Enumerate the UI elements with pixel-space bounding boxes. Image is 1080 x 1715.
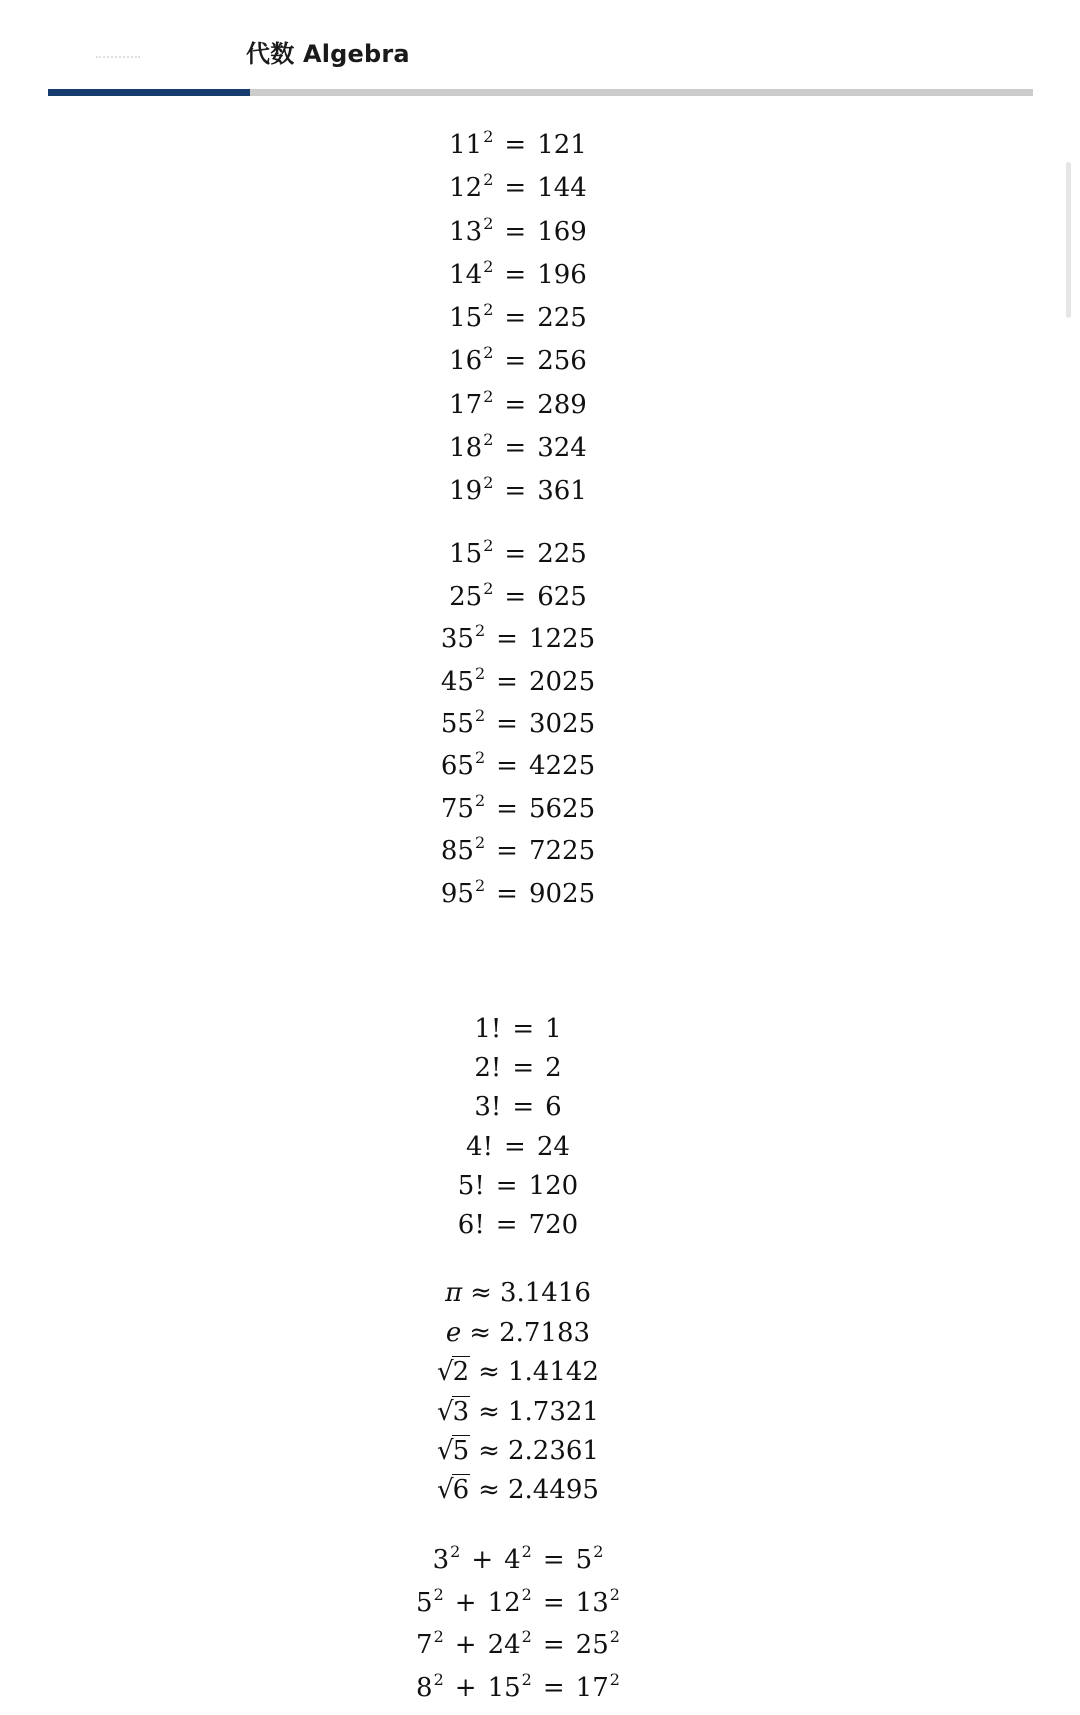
square-power <box>449 256 494 290</box>
equals-sign: = <box>542 1672 565 1703</box>
triple-c-exponent: 2 <box>593 1542 604 1562</box>
radicand: 5 <box>452 1436 470 1467</box>
fives-square-power <box>440 748 486 782</box>
squares-list <box>0 127 1036 509</box>
formula-content <box>0 127 1036 1715</box>
fives-square-power <box>440 663 486 697</box>
square-base: 13 <box>449 216 483 247</box>
square-power <box>449 170 494 204</box>
equals-sign: = <box>504 130 527 160</box>
square-exponent: 2 <box>483 213 494 233</box>
equals-sign: = <box>495 1210 518 1241</box>
triple-b-power <box>504 1542 532 1576</box>
square-power <box>449 386 494 420</box>
square-equation <box>0 256 1036 293</box>
factorial-equation <box>0 1171 1036 1201</box>
constant-value: 1.4142 <box>507 1357 599 1388</box>
constant-symbol: e <box>445 1317 462 1348</box>
factorial-term: 4! <box>466 1131 494 1162</box>
constant-approximation <box>0 1475 1036 1505</box>
square-root <box>437 1436 470 1466</box>
factorial-result: 720 <box>528 1210 579 1241</box>
square-exponent: 2 <box>483 170 494 190</box>
square-power <box>449 127 494 160</box>
page-title: 代数 Algebra <box>246 40 410 68</box>
fives-square-exponent: 2 <box>474 621 486 641</box>
equals-sign: = <box>512 1013 535 1044</box>
radicand: 2 <box>452 1357 470 1388</box>
radical-sign: √ <box>437 1396 454 1427</box>
plus-sign: + <box>454 1587 477 1618</box>
constant-value: 2.7183 <box>499 1317 591 1348</box>
triple-b-exponent: 2 <box>521 1669 532 1689</box>
faint-header-mark <box>96 56 140 62</box>
fives-square-exponent: 2 <box>474 790 486 810</box>
factorial-equation <box>0 1132 1036 1162</box>
fives-square-result: 3025 <box>528 708 596 739</box>
fives-square-exponent: 2 <box>483 578 494 598</box>
fives-square-result: 1225 <box>528 624 596 655</box>
equals-sign: = <box>512 1052 535 1083</box>
plus-sign: + <box>471 1545 494 1576</box>
fives-square-base: 65 <box>440 751 474 782</box>
constant-approximation <box>0 1357 1036 1387</box>
triple-c-power <box>575 1584 620 1618</box>
constant-approximation <box>0 1397 1036 1427</box>
square-exponent: 2 <box>483 473 494 493</box>
fives-square-power <box>449 536 494 570</box>
fives-square-exponent: 2 <box>474 748 486 768</box>
square-result: 169 <box>537 216 587 247</box>
factorial-equation <box>0 1092 1036 1122</box>
equals-sign: = <box>504 1131 526 1162</box>
fives-square-base: 25 <box>449 581 483 612</box>
triple-b-exponent: 2 <box>521 1542 532 1562</box>
triple-a-exponent: 2 <box>433 1669 444 1689</box>
equals-sign: = <box>496 836 518 867</box>
triple-c-exponent: 2 <box>609 1669 620 1689</box>
equals-sign: = <box>496 751 518 782</box>
square-result: 196 <box>537 259 587 290</box>
triple-c-power <box>575 1669 620 1703</box>
triple-a-exponent: 2 <box>433 1627 444 1647</box>
factorial-term: 5! <box>457 1171 485 1202</box>
square-result: 121 <box>537 130 587 160</box>
factorial-term: 6! <box>457 1210 485 1241</box>
fives-square-exponent: 2 <box>474 875 486 895</box>
equals-sign: = <box>504 173 527 204</box>
fives-square-exponent: 2 <box>474 833 486 853</box>
approx-sign: ≈ <box>478 1436 500 1467</box>
triple-b-base: 12 <box>487 1587 521 1618</box>
equals-sign: = <box>542 1587 565 1618</box>
square-equation <box>0 473 1036 509</box>
radical-sign: √ <box>437 1475 454 1506</box>
square-exponent: 2 <box>483 430 494 450</box>
triple-c-exponent: 2 <box>609 1627 620 1647</box>
approx-sign: ≈ <box>478 1357 500 1388</box>
triple-a-base: 8 <box>416 1672 433 1703</box>
triple-c-power <box>575 1627 620 1661</box>
approx-sign: ≈ <box>478 1396 500 1427</box>
equals-sign: = <box>542 1630 565 1661</box>
fives-square-result: 9025 <box>528 878 596 909</box>
fives-square-equation <box>0 705 1036 742</box>
fives-square-result: 225 <box>537 539 587 570</box>
fives-square-result: 5625 <box>528 793 596 824</box>
fives-square-result: 625 <box>537 581 587 612</box>
pythagorean-triples-list <box>0 1542 1036 1705</box>
square-base: 11 <box>449 130 483 160</box>
triple-a-power <box>432 1542 461 1576</box>
equals-sign: = <box>496 878 518 909</box>
square-base: 17 <box>449 389 483 420</box>
equals-sign: = <box>495 1171 518 1202</box>
square-power <box>449 343 494 377</box>
fives-square-equation <box>0 875 1036 912</box>
fives-square-base: 75 <box>440 793 474 824</box>
approx-sign: ≈ <box>470 1278 492 1309</box>
fives-square-power <box>449 578 494 612</box>
equals-sign: = <box>542 1545 565 1576</box>
equals-sign: = <box>496 666 518 697</box>
factorial-result: 120 <box>528 1171 579 1202</box>
fives-squares-list <box>0 536 1036 911</box>
square-equation <box>0 386 1036 423</box>
fives-square-power <box>440 790 486 824</box>
constant-value: 2.4495 <box>507 1475 599 1506</box>
approx-sign: ≈ <box>478 1475 500 1506</box>
triple-a-base: 3 <box>432 1545 450 1576</box>
fives-square-equation <box>0 748 1036 784</box>
triple-c-exponent: 2 <box>609 1584 620 1604</box>
factorial-result: 2 <box>545 1052 562 1083</box>
plus-sign: + <box>454 1630 477 1661</box>
constant-symbol: π <box>445 1278 463 1309</box>
fives-square-equation <box>0 833 1036 869</box>
square-exponent: 2 <box>483 343 494 363</box>
radicand: 6 <box>452 1475 470 1506</box>
approx-sign: ≈ <box>469 1317 492 1348</box>
fives-square-base: 15 <box>449 539 483 570</box>
triple-a-exponent: 2 <box>433 1584 444 1604</box>
header-rule-accent <box>48 89 250 96</box>
triple-b-base: 15 <box>487 1672 521 1703</box>
square-power <box>449 300 494 334</box>
equals-sign: = <box>504 581 527 612</box>
factorial-term: 1! <box>474 1013 502 1044</box>
square-root <box>437 1397 470 1427</box>
square-power <box>449 430 494 464</box>
fives-square-exponent: 2 <box>474 663 486 683</box>
square-equation <box>0 343 1036 379</box>
triple-b-power <box>487 1584 532 1618</box>
equals-sign: = <box>496 708 518 739</box>
triple-a-power <box>416 1627 444 1661</box>
fives-square-equation <box>0 536 1036 572</box>
equals-sign: = <box>504 389 527 420</box>
fives-square-equation <box>0 663 1036 700</box>
radicand: 3 <box>452 1396 470 1427</box>
equals-sign: = <box>504 259 527 290</box>
fives-square-power <box>440 621 486 655</box>
triple-b-base: 24 <box>487 1630 521 1661</box>
factorial-equation <box>0 1210 1036 1240</box>
triple-a-base: 7 <box>416 1630 433 1661</box>
factorial-term: 2! <box>474 1052 502 1083</box>
constant-value: 1.7321 <box>507 1396 599 1427</box>
radical-sign: √ <box>437 1357 454 1388</box>
factorials-list <box>0 1014 1036 1241</box>
triple-c-base: 13 <box>575 1587 609 1618</box>
triple-a-exponent: 2 <box>450 1542 461 1562</box>
factorial-result: 24 <box>536 1131 570 1162</box>
fives-square-exponent: 2 <box>483 536 494 556</box>
square-exponent: 2 <box>483 300 494 320</box>
equals-sign: = <box>504 216 527 247</box>
square-root <box>437 1475 470 1505</box>
triple-b-base: 4 <box>504 1545 521 1576</box>
pythagorean-equation <box>0 1542 1036 1578</box>
fives-square-power <box>440 875 486 909</box>
equals-sign: = <box>496 793 518 824</box>
triple-a-power <box>416 1669 444 1703</box>
triple-c-base: 17 <box>575 1672 609 1703</box>
equals-sign: = <box>512 1092 535 1123</box>
factorial-result: 1 <box>545 1013 562 1044</box>
fives-square-equation <box>0 578 1036 615</box>
square-result: 324 <box>537 433 587 464</box>
equals-sign: = <box>504 539 527 570</box>
square-base: 15 <box>449 303 483 334</box>
square-equation <box>0 300 1036 336</box>
square-base: 18 <box>449 433 483 464</box>
square-equation <box>0 430 1036 466</box>
square-base: 19 <box>449 476 483 507</box>
fives-square-exponent: 2 <box>474 705 486 725</box>
square-result: 289 <box>537 389 587 420</box>
constant-value: 3.1416 <box>499 1278 591 1309</box>
pythagorean-equation <box>0 1584 1036 1621</box>
equals-sign: = <box>504 476 527 507</box>
constants-list <box>0 1278 1036 1505</box>
triple-c-power <box>575 1542 604 1576</box>
square-equation <box>0 213 1036 250</box>
plus-sign: + <box>454 1672 477 1703</box>
square-result: 361 <box>537 476 587 507</box>
fives-square-result: 2025 <box>528 666 596 697</box>
fives-square-equation <box>0 621 1036 657</box>
square-equation <box>0 127 1036 163</box>
triple-b-power <box>487 1627 532 1661</box>
fives-square-result: 7225 <box>528 836 596 867</box>
constant-approximation <box>0 1436 1036 1466</box>
factorial-term: 3! <box>474 1092 502 1123</box>
fives-square-equation <box>0 790 1036 827</box>
square-result: 225 <box>537 303 587 334</box>
square-base: 12 <box>449 173 483 204</box>
fives-square-base: 55 <box>440 708 474 739</box>
constant-approximation <box>0 1318 1036 1348</box>
fives-square-power <box>440 705 486 739</box>
equals-sign: = <box>496 624 518 655</box>
square-root <box>437 1357 470 1387</box>
factorial-equation <box>0 1053 1036 1083</box>
factorial-equation <box>0 1014 1036 1044</box>
fives-square-power <box>440 833 486 867</box>
radical-sign: √ <box>437 1436 454 1467</box>
square-exponent: 2 <box>483 256 494 276</box>
square-result: 256 <box>537 346 587 377</box>
square-equation <box>0 170 1036 206</box>
equals-sign: = <box>504 433 527 464</box>
triple-a-base: 5 <box>416 1587 433 1618</box>
square-exponent: 2 <box>483 127 494 146</box>
triple-b-power <box>487 1669 532 1703</box>
triple-b-exponent: 2 <box>521 1627 532 1647</box>
square-base: 14 <box>449 259 483 290</box>
fives-square-base: 85 <box>440 836 474 867</box>
pythagorean-equation <box>0 1627 1036 1663</box>
square-power <box>449 473 494 507</box>
scrollbar-thumb[interactable] <box>1066 162 1071 318</box>
triple-c-base: 25 <box>575 1630 609 1661</box>
constant-approximation <box>0 1278 1036 1308</box>
constant-value: 2.2361 <box>507 1436 599 1467</box>
equals-sign: = <box>504 303 527 334</box>
equals-sign: = <box>504 346 527 377</box>
square-base: 16 <box>449 346 483 377</box>
triple-a-power <box>416 1584 444 1618</box>
square-result: 144 <box>537 173 587 204</box>
factorial-result: 6 <box>545 1092 562 1123</box>
fives-square-base: 45 <box>440 666 474 697</box>
square-power <box>449 213 494 247</box>
triple-b-exponent: 2 <box>521 1584 532 1604</box>
pythagorean-equation <box>0 1669 1036 1706</box>
fives-square-base: 35 <box>440 624 474 655</box>
triple-c-base: 5 <box>575 1545 593 1576</box>
fives-square-base: 95 <box>440 878 474 909</box>
fives-square-result: 4225 <box>528 751 596 782</box>
square-exponent: 2 <box>483 386 494 406</box>
